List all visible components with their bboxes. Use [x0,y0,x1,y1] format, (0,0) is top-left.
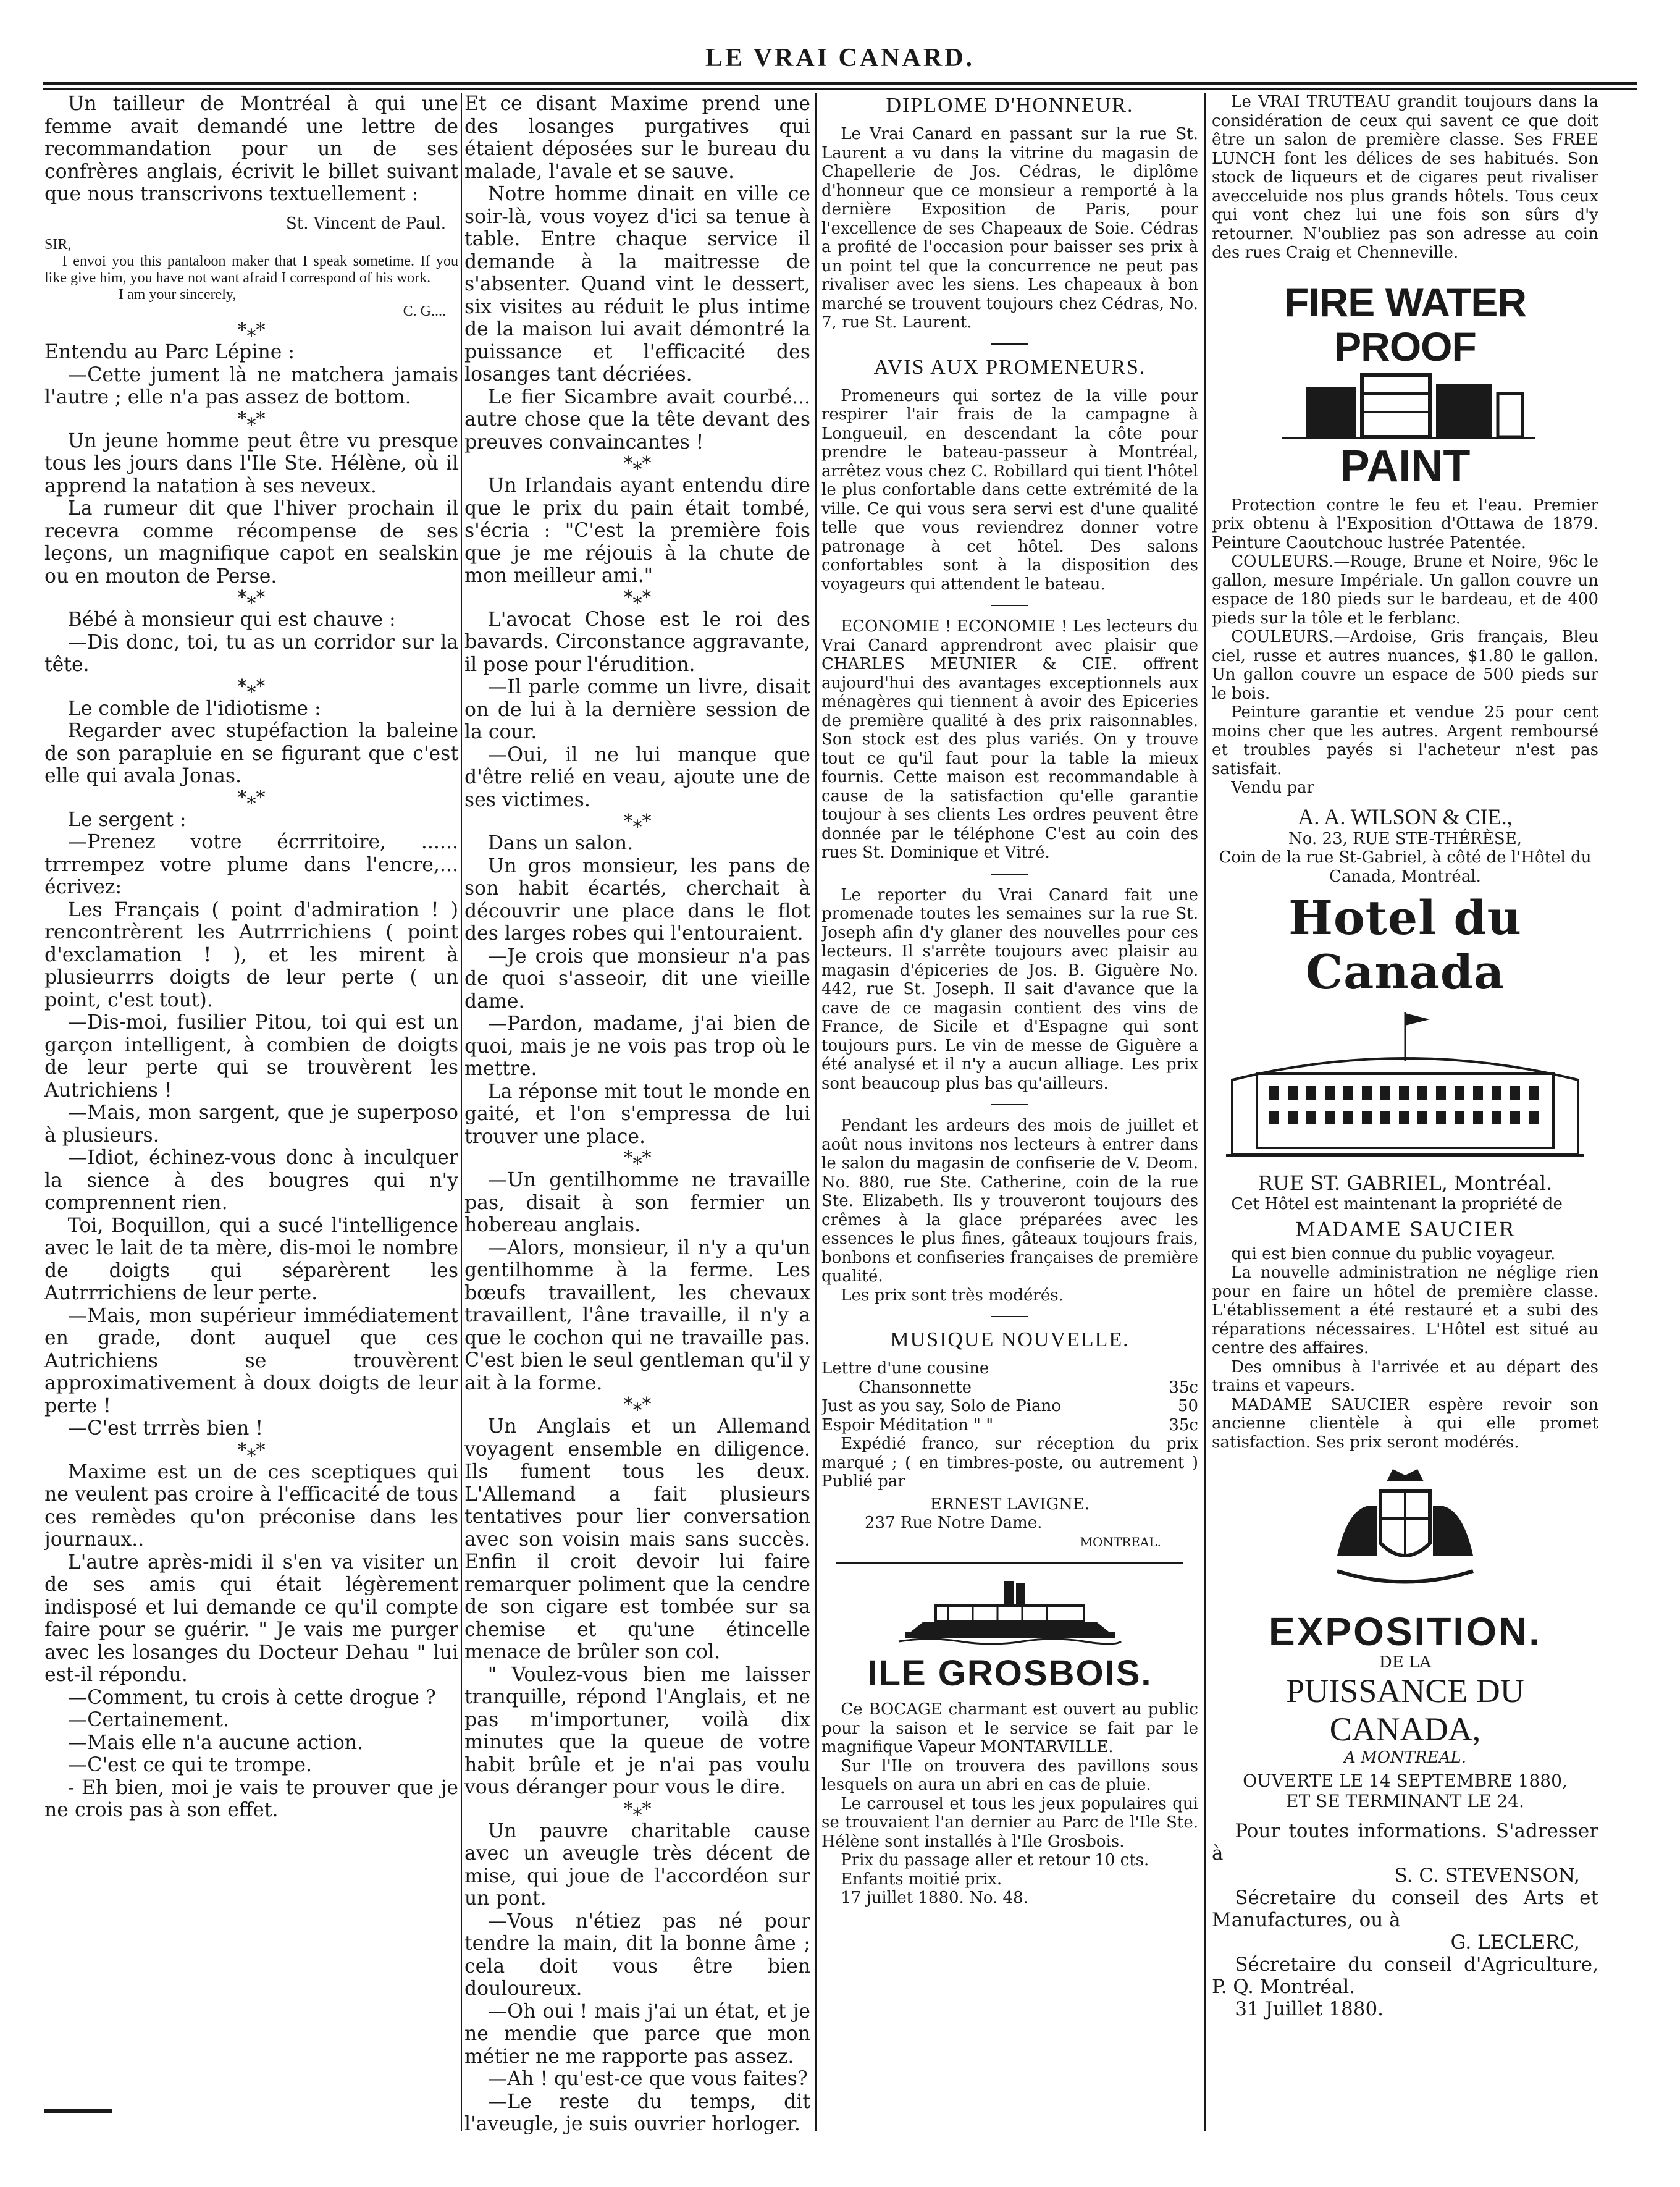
exposition-info [1212,1820,1598,2020]
separator-stars: *⁎* [237,319,266,341]
music-item [821,1416,1198,1435]
paragraph: qui est bien connue du public voyageur. [1231,1244,1556,1263]
music-price: 35c [1169,1378,1198,1397]
article-economie [821,617,1198,862]
paragraph: Un Anglais et un Allemand voyagent ensemble en diligence. Ils fument tous les deux. L'Allemand a fait plusieurs tentatives pour lier conversation avec son voisin mais sans succès. Enfin il croit devoir lui faire remarquer poliment que la cendre de son cigare est tombée sur sa chemise et qu'une étincelle menace de brûler son col. [464,1415,810,1663]
paragraph: —C'est ce qui te trompe. [67,1754,313,1776]
paragraph: Maxime est un de ces sceptiques qui ne veulent pas croire à l'efficacité de tous ces remèdes qu'on préconise dans les journaux.. [44,1460,458,1551]
paragraph: Un tailleur de Montréal à qui une femme avait demandé une lettre de recommandation pour un de ses confrères anglais, écrivit le billet suivant que nous transcrivons textuellement : [44,93,458,205]
paragraph: Le VRAI TRUTEAU grandit toujours dans la considération de ceux qui savent ce que doit être un salon de première classe. Ses FREE LUNCH font les délices de ses habitués. Son stock de liqueurs et de cigares peut rivaliser avecceluide nos plus grands hôtels. Tous ceux qui vont chez lui une fois son sûrs d'y retourner. N'oubliez pas son adresse au coin des rues Craig et Chenneville. [1212,93,1598,262]
paragraph: " Voulez-vous bien me laisser tranquille, répond l'Anglais, et ne pas m'importuner, voilà dix minutes que la queue de votre habit brûle et je n'ai pas voulu vous déranger pour vous le dire. [464,1663,810,1798]
separator-stars: *⁎* [623,1147,652,1169]
separator-stars: *⁎* [237,675,266,697]
paragraph: Cet Hôtel est maintenant la propriété de [1231,1195,1563,1213]
section-title: AVIS AUX PROMENEURS. [873,355,1146,379]
paragraph: Protection contre le feu et l'eau. Premier prix obtenu à l'Exposition d'Ottawa de 1879. Peinture Caoutchouc lustrée Patentée. [1212,495,1598,552]
paragraph: Expédié franco, sur réception du prix marqué ; ( en timbres-poste, ou autrement ) Publié par [821,1435,1198,1491]
paragraph: Le fier Sicambre avait courbé... autre chose que la tête devant des preuves convaincantes ! [464,386,810,453]
separator-stars: *⁎* [237,786,266,809]
paragraph: —Alors, monsieur, il n'y a qu'un gentilhomme à la ferme. Les bœufs travaillent, les chevaux travaillent, l'âne travaille, il n'y a que le cochon qui ne travaille pas. C'est bien le seul gentleman qu'il y ait à la forme. [464,1236,810,1394]
paragraph: —Ah ! qu'est-ce que vous faites? [487,2068,808,2090]
paragraph: —Certainement. [67,1709,230,1731]
paragraph: —Oui, il ne lui manque que d'être relié en veau, ajoute une de ses victimes. [464,743,810,811]
exposition-title: EXPOSITION. [1269,1609,1542,1654]
paragraph: —Idiot, échinez-vous donc à inculquer la sience à des bougres qui n'y comprennent rien. [44,1147,458,1214]
paragraph: —Cette jument là ne matchera jamais l'autre ; elle n'a pas assez de bottom. [44,363,458,408]
letter-salutation: SIR, [44,237,72,253]
separator-dash [991,343,1028,345]
paragraph: —Pardon, madame, j'ai bien de quoi, mais je ne vois pas trop où le mettre. [464,1013,810,1080]
contact-name: G. LECLERC, [1450,1931,1580,1953]
paragraph: —Mais elle n'a aucune action. [67,1731,364,1754]
exposition-dela: DE LA [1379,1653,1432,1672]
exposition-close: ET SE TERMINANT LE 24. [1286,1791,1524,1811]
paragraph: Un Irlandais ayant entendu dire que le prix du pain était tombé, s'écria : "C'est la première fois que je me réjouis à la chute de mon meilleur ami." [464,474,810,587]
article-reporter [821,886,1198,1094]
newspaper-header: LE VRAI CANARD. [705,44,975,72]
music-list [821,1359,1198,1551]
paragraph: Le carrousel et tous les jeux populaires qui se trouvaient l'an dernier au Parc de l'Ile Ste. Hélène sont installés à l'Ile Grosbois. [821,1794,1198,1851]
separator-stars: *⁎* [237,1439,266,1461]
paragraph: Sur l'Ile on trouvera des pavillons sous lesquels on aura un abri en cas de pluie. [821,1756,1198,1794]
hotel-street: RUE ST. GABRIEL, Montréal. [1258,1171,1553,1195]
music-title: Just as you say, Solo de Piano [821,1397,1061,1415]
paragraph: L'avocat Chose est le roi des bavards. Circonstance aggravante, il pose pour l'érudition. [464,608,810,676]
article-truteau [1212,93,1598,263]
letter-body: I envoi you this pantaloon maker that I speak sometime. If you like give him, you have not want afraid I correspond of his work. [44,253,458,286]
music-title: Chansonnette [859,1378,972,1397]
column-divider [1204,93,1206,2131]
publisher-city: MONTREAL. [1080,1534,1161,1549]
separator-stars: *⁎* [237,408,266,430]
paragraph: COULEURS.—Rouge, Brune et Noire, 96c le gallon, mesure Impériale. Un gallon couvre un espace de 180 pieds sur le bardeau, et de 400 pieds sur la tôle et le ferblanc. [1212,552,1598,628]
paragraph: —Mais, mon sargent, que je superposo à plusieurs. [44,1102,458,1147]
paragraph: Notre homme dinait en ville ce soir-là, vous voyez d'ici sa tenue à table. Entre chaque service il demande à la maitresse de s'absenter. Quand vint le dessert, six visites au réduit le plus intime de la maison lui avait démontré la puissance et l'efficacité des losanges tant décriées. [464,183,810,386]
paragraph: Les Français ( point d'admiration ! ) rencontrèrent les Autrrrichiens ( point d'exclamation ! ), et les mirent à plusieurrrs doigts de leur perte ( un point, c'est tout). [44,898,458,1011]
paragraph: Sécretaire du conseil des Arts et Manufactures, ou à [1212,1887,1598,1931]
column-4 [1212,93,1598,2144]
header-rule-thin [43,88,1637,90]
article-ile-grosbois [821,1700,1198,1908]
paragraph: —Le reste du temps, dit l'aveugle, je suis ouvrier horloger. [464,2090,810,2135]
separator-stars: *⁎* [623,586,652,609]
section-title: MUSIQUE NOUVELLE. [890,1328,1130,1351]
paragraph: Peinture garantie et vendue 25 pour cent moins cher que les autres. Argent remboursé et troubles payés si l'acheteur n'est pas satisfait. [1212,703,1598,778]
exposition-open: OUVERTE LE 14 SEPTEMBRE 1880, [1243,1771,1568,1791]
paragraph: Entendu au Parc Lépine : [44,341,295,363]
paragraph: La réponse mit tout le monde en gaité, et l'on s'empressa de lui trouver une place. [464,1080,810,1148]
separator-stars: *⁎* [237,587,266,609]
paragraph: —C'est trrrès bien ! [67,1417,264,1439]
music-price: 50 [1177,1397,1198,1415]
paint-title: PAINT [1340,441,1471,491]
paragraph: —Dis-moi, fusilier Pitou, toi qui est un garçon intelligent, à combien de doigts de leur perte qui se trouvèrent les Autrichiens ! [44,1011,458,1102]
paragraph: —Un gentilhomme ne travaille pas, disait à son fermier un hobereau anglais. [464,1169,810,1236]
hotel-owner: MADAME SAUCIER [1295,1217,1515,1241]
exposition-city: A MONTREAL. [1344,1748,1466,1767]
article-confiserie [821,1116,1198,1305]
paragraph: Dans un salon. [487,832,634,854]
article-diplome [821,125,1198,332]
paragraph: —Prenez votre écrrritoire, ...... trrrempez votre plume dans l'encre,... écrivez: [44,831,458,898]
paragraph: Sécretaire du conseil d'Agriculture, P. Q. Montréal. [1212,1953,1598,1998]
separator-rule [836,1562,1183,1564]
paragraph: Les prix sont très modérés. [841,1286,1064,1305]
separator-dash [991,605,1028,606]
paragraph: —Mais, mon supérieur immédiatement en grade, dont auquel que ces Autrichiens se trouvèrent approximativement à doux doigts de leur perte ! [44,1304,458,1417]
music-price: 35c [1169,1415,1198,1435]
contact-name: S. C. STEVENSON, [1394,1865,1580,1887]
article-hotel-details [1212,1245,1598,1452]
column-3 [821,93,1198,2144]
exposition-subtitle: PUISSANCE DU CANADA, [1286,1672,1524,1748]
hotel-title: Hotel du Canada [1288,890,1522,1000]
paint-cans-illustration [1214,369,1597,443]
separator-dash [991,874,1028,875]
column-divider [461,93,462,2131]
paragraph: Enfants moitié prix. [841,1869,1002,1889]
paragraph: Le Vrai Canard en passant sur la rue St. Laurent a vu dans la vitrine du magasin de Chapellerie de Jos. Cédras, le diplôme d'honneur que ce monsieur a remporté à la dernière Exposition de Paris, pour l'excellence de ses Chapeaux de Soie. Cédras a profité de l'occasion pour baisser ses prix à un point tel que la concurrence ne peut pas rivaliser avec les siens. Les chapeaux à bon marché se trouvent toujours chez Cédras, No. 7, rue St. Laurent. [821,125,1198,332]
paragraph: Des omnibus à l'arrivée et au départ des trains et vapeurs. [1212,1357,1598,1395]
music-item [821,1397,1198,1416]
wilson-location: Coin de la rue St-Gabriel, à côté de l'Hôtel du Canada, Montréal. [1219,848,1592,886]
paragraph: Regarder avec stupéfaction la baleine de son parapluie en se figurant que c'est elle qui avala Jonas. [44,720,458,787]
paragraph: - Eh bien, moi je vais te prouver que je ne crois pas à son effet. [44,1776,458,1821]
paragraph: COULEURS.—Ardoise, Gris français, Bleu ciel, russe et autres nuances, $1.80 le gallon. Un gallon couvre un espace de 500 pieds sur le bois. [1212,628,1598,703]
music-item: Lettre d'une cousine [821,1359,989,1378]
paragraph: —Oh oui ! mais j'ai un état, et je ne mendie que parce que mon métier ne me rapporte pas assez. [464,2000,810,2068]
paragraph: Pendant les ardeurs des mois de juillet et août nous invitons nos lecteurs à entrer dans le salon du magasin de confiserie de V. Deom. No. 880, rue Ste. Catherine, coin de la rue Ste. Elizabeth. Ils y trouveront toujours des crêmes à la glace préparées avec les essences le plus fines, gâteaux toujours frais, bonbons et confiseries françaises de première qualité. [821,1116,1198,1286]
wilson-name: A. A. WILSON & CIE., [1298,804,1513,829]
paragraph: —Dis donc, toi, tu as un corridor sur la tête. [44,631,458,676]
separator-stars: *⁎* [623,1798,652,1820]
paragraph: La nouvelle administration ne néglige rien pour en faire un hôtel de première classe. L'établissement a été restauré et a subi des réparations nécessaires. L'Hôtel est situé au centre des affaires. [1212,1263,1598,1357]
music-item [821,1378,1198,1397]
paragraph: Pour toutes informations. S'adresser à [1212,1820,1598,1865]
footer-rule [44,2109,112,2113]
wilson-address: No. 23, RUE STE-THÉRÈSE, [1288,829,1522,848]
paragraph: Promeneurs qui sortez de la ville pour respirer l'air frais de la campagne à Longueuil, en descendant la côte pour prendre le bateau-passeur à Montréal, arrêtez vous chez C. Robillard qui tient l'hôtel le plus confortable dans cette extrémité de la ville. Ce qui vous sera servi est d'une qualité telle que vous reviendrez donner votre patronage à cet hôtel. Des salons confortables sont à la disposition des voyageurs qui attendent le bateau. [821,386,1198,594]
paragraph: Un gros monsieur, les pans de son habit écartés, cherchait à découvrir une place dans le flot des larges robes qui l'entouraient. [464,854,810,945]
separator-stars: *⁎* [623,811,652,832]
separator-stars: *⁎* [623,1394,652,1415]
column-2 [464,93,810,2144]
letter-block [44,237,458,320]
paragraph: Prix du passage aller et retour 10 cts. [841,1851,1149,1869]
paragraph: —Je crois que monsieur n'a pas de quoi s'asseoir, dit une vieille dame. [464,945,810,1013]
letter-place: St. Vincent de Paul. [285,214,446,233]
paragraph: L'autre après-midi il s'en va visiter un de ses amis qui était légèrement indisposé et lui demande ce qu'il compte faire pour se guérir. " Je vais me purger avec les losanges du Docteur Dehau " lui est-il répondu. [44,1551,458,1686]
paragraph: 17 juillet 1880. No. 48. [841,1889,1028,1907]
steamboat-illustration [892,1575,1127,1649]
publisher-address: 237 Rue Notre Dame. [865,1514,1043,1532]
article-promeneurs [821,387,1198,594]
paragraph: 31 Juillet 1880. [1235,1998,1384,2020]
paragraph: —Il parle comme un livre, disait on de lui à la dernière session de la cour. [464,676,810,743]
letter-closing: I am your sincerely, [119,287,237,303]
separator-dash [991,1316,1028,1317]
paragraph: Et ce disant Maxime prend une des losanges purgatives qui étaient déposées sur le bureau du malade, l'avale et se sauve. [464,93,810,183]
column-1 [44,93,458,2144]
article-paint [1212,496,1598,798]
ile-grosbois-title: ILE GROSBOIS. [867,1653,1153,1693]
paragraph: Un pauvre charitable cause avec un aveugle très décent de mise, qui joue de l'accordéon sur un pont. [464,1819,810,1910]
coat-of-arms-illustration [1312,1463,1498,1605]
separator-dash [991,1104,1028,1105]
music-title: Espoir Méditation " " [821,1415,994,1435]
paragraph: La rumeur dit que l'hiver prochain il recevra comme récompense de ses leçons, un magnifique capot en sealskin ou en mouton de Perse. [44,497,458,588]
paragraph: Ce BOCAGE charmant est ouvert au public pour la saison et le service se fait par le magnifique Vapeur MONTARVILLE. [821,1700,1198,1756]
article-hotel [1212,1195,1598,1214]
paragraph: Le sergent : [67,808,187,831]
paragraph: Le comble de l'idiotisme : [67,697,321,720]
paragraph: —Vous n'étiez pas né pour tendre la main, dit la bonne âme ; cela doit vous être bien douloureux. [464,1910,810,2000]
paragraph: ECONOMIE ! ECONOMIE ! Les lecteurs du Vrai Canard apprendront avec plaisir que CHARLES MEUNIER & CIE. offrent aujourd'hui des avantages exceptionnels aux ménagères qui tiennent à avoir des Epiceries de première qualité à des prix raisonnables. Son stock est des plus variés. On y trouve tout ce qu'il faut pour la table la mieux fournis. Cette maison est recommandable à cause de la satisfaction qu'elle garantie toujour à ses clients Les ordres peuvent être donnée par le téléphone C'est au coin des rues St. Dominique et Vitré. [821,617,1198,862]
paragraph: Le reporter du Vrai Canard fait une promenade toutes les semaines sur la rue St. Joseph afin d'y glaner des nouvelles pour ces lecteurs. Il s'arrête toujours avec plaisir au magasin d'épiceries de Jos. B. Giguère No. 442, rue St. Joseph. Il sait d'avance que la cave de ce magasin contient des vins de France, de Sicile et d'Espagne qui sont toujours purs. Le vin de messe de Giguère a été analysé et il n'y a aucun alliage. Les prix sont beaucoup plus bas qu'ailleurs. [821,885,1198,1093]
letter-signature: C. G.... [403,303,446,319]
publisher-name: ERNEST LAVIGNE. [930,1494,1090,1514]
separator-stars: *⁎* [623,453,652,474]
paragraph: Vendu par [1231,778,1314,797]
section-title: DIPLOME D'HONNEUR. [886,94,1134,117]
fire-water-proof-title: FIRE WATER PROOF [1283,279,1527,369]
paragraph: Toi, Boquillon, qui a sucé l'intelligence avec le lait de ta mère, dis-moi le nombre de doigts qui séparèrent les Autrrrichiens de leur perte. [44,1214,458,1304]
paragraph: Bébé à monsieur qui est chauve : [67,609,396,631]
column-divider [815,93,817,2131]
paragraph: —Comment, tu crois à cette drogue ? [67,1686,436,1709]
header-rule [43,82,1637,85]
paragraph: Un jeune homme peut être vu presque tous les jours dans l'Ile Ste. Hélène, où il apprend la natation à ses neveux. [44,429,458,497]
hotel-illustration [1220,1000,1590,1166]
paragraph: MADAME SAUCIER espère revoir son ancienne clientèle à qui elle promet satisfaction. Ses prix seront modérés. [1212,1395,1598,1452]
